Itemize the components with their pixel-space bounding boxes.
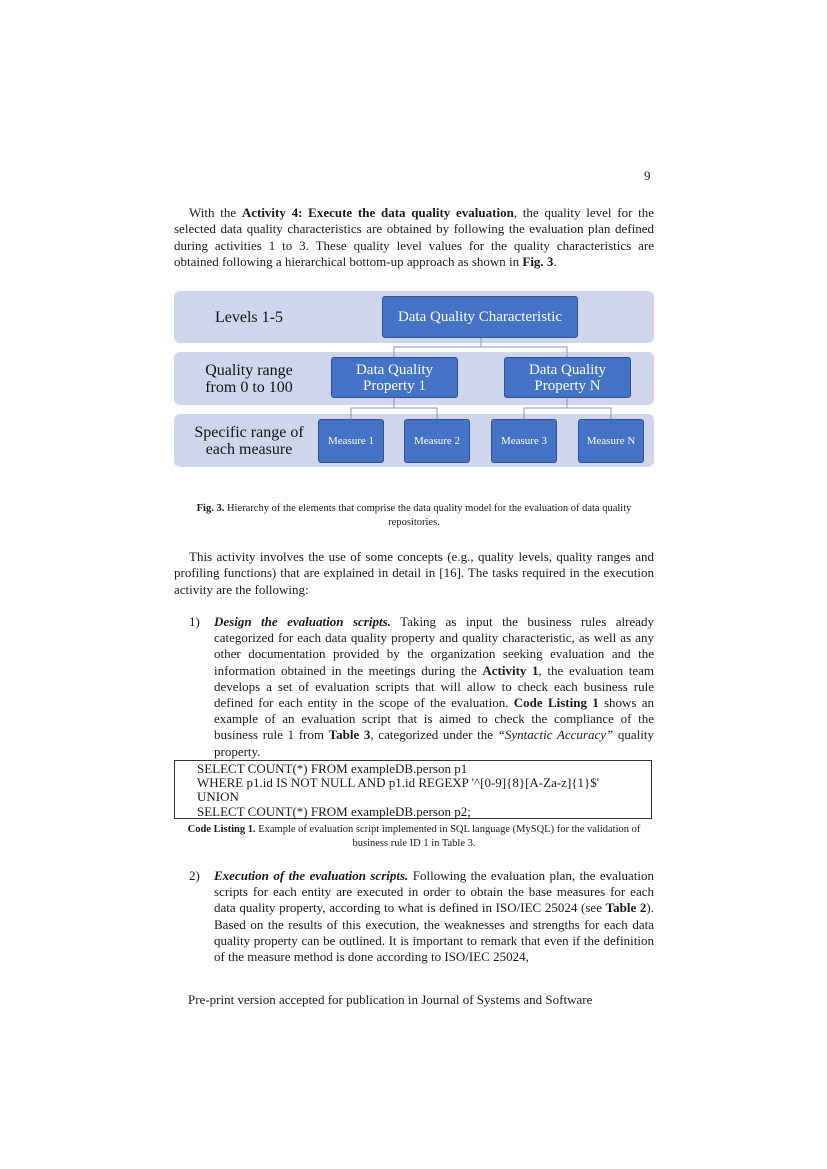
activity-paragraph: This activity involves the use of some concepts (e.g., quality levels, quality ranges and profiling functions) that are explained in detail in [16]. The tasks required in the execution activity are the following: bbox=[174, 549, 654, 597]
node-data-quality-characteristic: Data Quality Characteristic bbox=[382, 296, 578, 338]
list-number: 1) bbox=[189, 614, 200, 629]
node-measure-1: Measure 1 bbox=[318, 419, 384, 463]
figure-caption-text: Hierarchy of the elements that comprise the data quality model for the evaluation of data quality repositories. bbox=[224, 503, 632, 528]
activity-4-title: Activity 4: Execute the data quality evaluation bbox=[241, 205, 514, 220]
item-2-title: Execution of the evaluation scripts. bbox=[214, 868, 409, 883]
code-line: UNION bbox=[197, 789, 239, 805]
node-measure-n: Measure N bbox=[578, 419, 644, 463]
item-1-title: Design the evaluation scripts. bbox=[214, 614, 391, 629]
intro-text-end: . bbox=[553, 253, 557, 269]
band-label-levels: Levels 1-5 bbox=[215, 309, 283, 326]
band-label-specific-range: Specific range of each measure bbox=[194, 424, 304, 458]
code-listing-caption bbox=[174, 823, 654, 851]
fig-3-ref[interactable]: Fig. 3 bbox=[522, 253, 554, 269]
connector-characteristic bbox=[394, 338, 567, 357]
list-number: 2) bbox=[189, 868, 200, 883]
table-2-ref[interactable]: Table 2 bbox=[605, 900, 647, 916]
code-caption-label: Code Listing 1. bbox=[187, 824, 256, 835]
syntactic-accuracy-term: “Syntactic Accuracy” bbox=[497, 727, 614, 743]
node-measure-2: Measure 2 bbox=[404, 419, 470, 463]
figure-caption bbox=[174, 502, 654, 530]
code-line: WHERE p1.id IS NOT NULL AND p1.id REGEXP '^[0-9]{8}[A-Za-z]{1}$' bbox=[197, 775, 600, 791]
band-label-quality-range: Quality range from 0 to 100 bbox=[205, 362, 293, 396]
figure-caption-label: Fig. 3. bbox=[196, 503, 225, 514]
intro-text: With the bbox=[189, 205, 242, 220]
code-listing-1-ref[interactable]: Code Listing 1 bbox=[513, 695, 599, 711]
code-line: SELECT COUNT(*) FROM exampleDB.person p1 bbox=[197, 761, 468, 776]
list-item-1: 1) Design the evaluation scripts. Taking as input the business rules already categorized for each data quality property and quality characteristic, as well as any other documentation provided by the organization seeking evaluation and the information obtained in the meetings during the Activity 1, the evaluation team develops a set of evaluation scripts that will allow to check each business rule defined for each entity in the scope of the evaluation. Code Listing 1 shows an example of an evaluation script that is aimed to check the compliance of the business rule 1 from Table 3, categorized under the “Syntactic Accuracy” quality property. bbox=[189, 614, 655, 759]
page-number: 9 bbox=[644, 168, 651, 183]
connector-property-n bbox=[524, 397, 611, 419]
code-line: SELECT COUNT(*) FROM exampleDB.person p2; bbox=[197, 803, 471, 819]
code-listing-box bbox=[174, 760, 652, 819]
node-measure-3: Measure 3 bbox=[491, 419, 557, 463]
node-data-quality-property-1: Data Quality Property 1 bbox=[331, 357, 458, 398]
list-item-2: 2) Execution of the evaluation scripts. Following the evaluation plan, the evaluation scripts for each entity are executed in order to obtain the base measures for each data quality property, according to what is defined in ISO/IEC 25024 (see Table 2). Based on the results of this execution, the weaknesses and strengths for each data quality property can be outlined. It is important to remark that even if the definition of the measure method is done according to ISO/IEC 25024, bbox=[189, 868, 655, 965]
table-3-ref[interactable]: Table 3 bbox=[328, 727, 371, 743]
footer-note: Pre-print version accepted for publication in Journal of Systems and Software bbox=[188, 992, 593, 1007]
code-caption-text: Example of evaluation script implemented in SQL language (MySQL) for the validation of business rule ID 1 in Table 3. bbox=[255, 824, 641, 849]
node-data-quality-property-n: Data Quality Property N bbox=[504, 357, 631, 398]
connector-property-1 bbox=[351, 397, 437, 419]
intro-text-mid: , the quality level for the selected data quality characteristics are obtained by following the evaluation plan defined during activities 1 to 3. These quality level values for the quality characteristics are obtained following a hierarchical bottom-up approach as shown in bbox=[174, 205, 655, 269]
activity-1-ref: Activity 1 bbox=[482, 662, 539, 678]
